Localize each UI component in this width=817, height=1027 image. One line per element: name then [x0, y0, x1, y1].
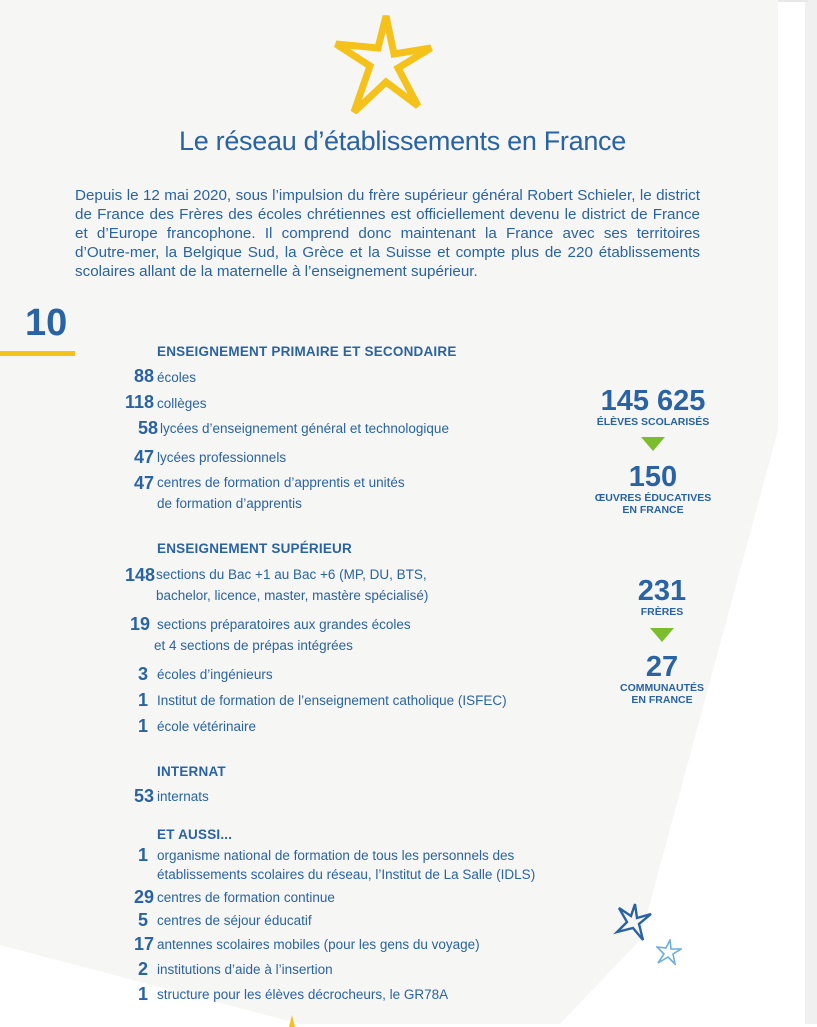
scroll-gutter	[805, 0, 817, 1024]
item-count: 148	[124, 565, 155, 585]
section-title-internat: INTERNAT	[157, 764, 226, 779]
item-label: institutions d’aide à l’insertion	[157, 962, 333, 977]
item-label: centres de formation d’apprentis et unités	[157, 475, 405, 490]
stat-caption: ŒUVRES ÉDUCATIVES	[594, 492, 712, 504]
item-count: 1	[137, 984, 148, 1004]
yellow-star-icon	[334, 14, 434, 114]
stat-caption-line2: EN FRANCE	[631, 694, 693, 706]
item-label: sections du Bac +1 au Bac +6 (MP, DU, BTS,	[156, 567, 427, 582]
item-label: antennes scolaires mobiles (pour les gens du voyage)	[157, 937, 480, 952]
light-blue-star-icon	[656, 939, 682, 965]
item-label: écoles d’ingénieurs	[157, 667, 273, 682]
page-edge	[778, 0, 808, 2]
section-title-et-aussi: ET AUSSI...	[157, 827, 233, 842]
stat-freres	[582, 576, 742, 618]
stat-value: 145 625	[600, 385, 706, 417]
item-label: lycées d’enseignement général et technologique	[160, 421, 449, 436]
stat-value: 150	[628, 461, 678, 493]
item-label: école vétérinaire	[157, 719, 257, 734]
item-count: 1	[137, 690, 148, 710]
stat-eleves	[573, 386, 733, 428]
stat-communautes	[582, 652, 742, 706]
item-label-line2: établissements scolaires du réseau, l’Institut de La Salle (IDLS)	[157, 867, 536, 882]
item-count: 47	[133, 447, 154, 467]
item-label-line2: et 4 sections de prépas intégrées	[154, 638, 353, 653]
item-count: 58	[137, 418, 158, 438]
stat-value: 27	[645, 651, 679, 683]
page-number: 10	[25, 302, 68, 344]
item-label: centres de séjour éducatif	[157, 913, 312, 928]
item-count: 19	[129, 614, 150, 634]
stat-caption-line2: EN FRANCE	[622, 504, 684, 516]
item-count: 17	[133, 934, 154, 954]
stat-caption: FRÈRES	[640, 606, 684, 618]
blue-star-icon	[613, 902, 653, 942]
item-count: 53	[133, 786, 154, 806]
section-title-superieur: ENSEIGNEMENT SUPÉRIEUR	[157, 541, 352, 556]
item-count: 5	[137, 910, 148, 930]
item-label: centres de formation continue	[157, 890, 335, 905]
stat-oeuvres	[573, 462, 733, 516]
section-title-primaire-secondaire: ENSEIGNEMENT PRIMAIRE ET SECONDAIRE	[157, 344, 457, 359]
item-count: 1	[137, 845, 148, 865]
item-label: structure pour les élèves décrocheurs, le GR78A	[157, 987, 449, 1002]
stat-value: 231	[637, 575, 687, 607]
item-count: 29	[133, 887, 154, 907]
item-count: 118	[124, 392, 154, 412]
item-count: 2	[137, 959, 148, 979]
stat-caption: ÉLÈVES SCOLARISÉS	[596, 416, 710, 428]
green-down-triangle-icon	[641, 437, 665, 451]
page-number-underline	[0, 351, 75, 356]
intro-paragraph: Depuis le 12 mai 2020, sous l’impulsion du frère supérieur général Robert Schieler, le district de France des Frères des écoles chrétiennes est officiellement devenu le district de France et d’Europe francophone. Il comprend donc maintenant la France avec ses territoires d’Outre-mer, la Belgique Sud, la Grèce et la Suisse et compte plus de 220 établissements scolaires allant de la maternelle à l’enseignement supérieur.	[75, 187, 700, 280]
page-title: Le réseau d’établissements en France	[179, 126, 626, 156]
item-count: 3	[137, 664, 148, 684]
item-label: organisme national de formation de tous les personnels des	[157, 848, 515, 863]
item-label-line2: bachelor, licence, master, mastère spécialisé)	[156, 588, 429, 603]
green-down-triangle-icon	[650, 628, 674, 642]
item-count: 1	[137, 716, 148, 736]
item-label: Institut de formation de l’enseignement catholique (ISFEC)	[157, 693, 507, 708]
item-label: collèges	[157, 396, 207, 411]
stat-caption: COMMUNAUTÉS	[620, 682, 704, 694]
item-label: sections préparatoires aux grandes écoles	[157, 617, 411, 632]
yellow-star-tip-icon	[285, 1015, 299, 1027]
item-label-line2: de formation d’apprentis	[157, 496, 302, 511]
item-label: lycées professionnels	[157, 450, 287, 465]
item-label: écoles	[157, 370, 197, 385]
item-count: 88	[133, 366, 154, 386]
item-label: internats	[157, 789, 209, 804]
item-count: 47	[133, 473, 154, 493]
